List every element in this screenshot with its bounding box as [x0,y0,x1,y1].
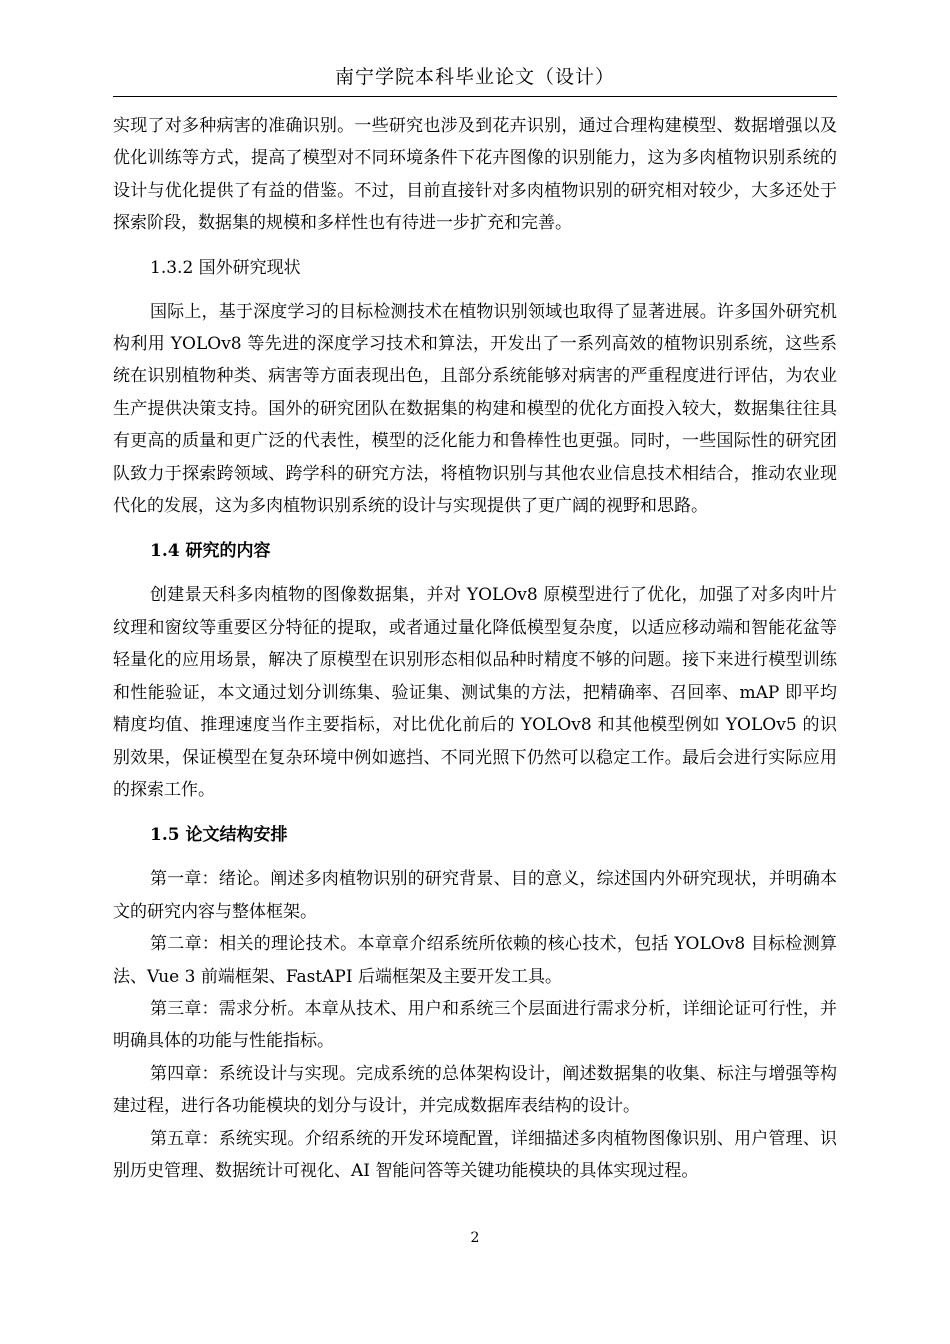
heading-1-5: 1.5 论文结构安排 [150,825,288,846]
page-number: 2 [470,1230,480,1246]
chapter-2-summary: 第二章：相关的理论技术。本章章介绍系统所依赖的核心技术，包括 YOLOv8 目标检测算法、Vue 3 前端框架、FastAPI 后端框架及主要开发工具。 [113,934,837,987]
paragraph-foreign-research: 国际上，基于深度学习的目标检测技术在植物识别领域也取得了显著进展。许多国外研究机构利用 YOLOv8 等先进的深度学习技术和算法，开发出了一系列高效的植物识别系统，这些系统在识别植物种类、病害等方面表现出色，且部分系统能够对病害的严重程度进行评估，为农业生产提供决策支持。国外的研究团队在数据集的构建和模型的优化方面投入较大，数据集往往具有更高的质量和更广泛的代表性，模型的泛化能力和鲁棒性也更强。同时，一些国际性的研究团队致力于探索跨领域、跨学科的研究方法，将植物识别与其他农业信息技术相结合，推动农业现代化的发展，这为多肉植物识别系统的设计与实现提供了更广阔的视野和思路。 [113,301,837,517]
paragraph-research-content: 创建景天科多肉植物的图像数据集，并对 YOLOv8 原模型进行了优化，加强了对多肉叶片纹理和窗纹等重要区分特征的提取，或者通过量化降低模型复杂度，以适应移动端和智能花盆等轻量化的应用场景，解决了原模型在识别形态相似品种时精度不够的问题。接下来进行模型训练和性能验证，本文通过划分训练集、验证集、测试集的方法，把精确率、召回率、mAP 即平均精度均值、推理速度当作主要指标，对比优化前后的 YOLOv8 和其他模型例如 YOLOv5 的识别效果，保证模型在复杂环境中例如遮挡、不同光照下仍然可以稳定工作。最后会进行实际应用的探索工作。 [113,585,837,800]
chapter-4-summary: 第四章：系统设计与实现。完成系统的总体架构设计，阐述数据集的收集、标注与增强等构建过程，进行各功能模块的划分与设计，并完成数据库表结构的设计。 [113,1063,837,1117]
heading-1-3-2: 1.3.2 国外研究现状 [150,257,301,278]
running-header: 南宁学院本科毕业论文（设计） [334,66,615,88]
chapter-5-summary: 第五章：系统实现。介绍系统的开发环境配置，详细描述多肉植物图像识别、用户管理、识别历史管理、数据统计可视化、AI 智能问答等关键功能模块的具体实现过程。 [113,1128,837,1181]
paragraph-continuation: 实现了对多种病害的准确识别。一些研究也涉及到花卉识别，通过合理构建模型、数据增强以及优化训练等方式，提高了模型对不同环境条件下花卉图像的识别能力，这为多肉植物识别系统的设计与优化提供了有益的借鉴。不过，目前直接针对多肉植物识别的研究相对较少，大多还处于探索阶段，数据集的规模和多样性也有待进一步扩充和完善。 [113,116,837,234]
page-body [113,110,837,1187]
heading-1-4: 1.4 研究的内容 [150,541,271,562]
chapter-1-summary: 第一章：绪论。阐述多肉植物识别的研究背景、目的意义，综述国内外研究现状，并明确本文的研究内容与整体框架。 [113,869,837,922]
chapter-3-summary: 第三章：需求分析。本章从技术、用户和系统三个层面进行需求分析，详细论证可行性，并明确具体的功能与性能指标。 [113,998,837,1052]
header-rule [113,96,837,97]
